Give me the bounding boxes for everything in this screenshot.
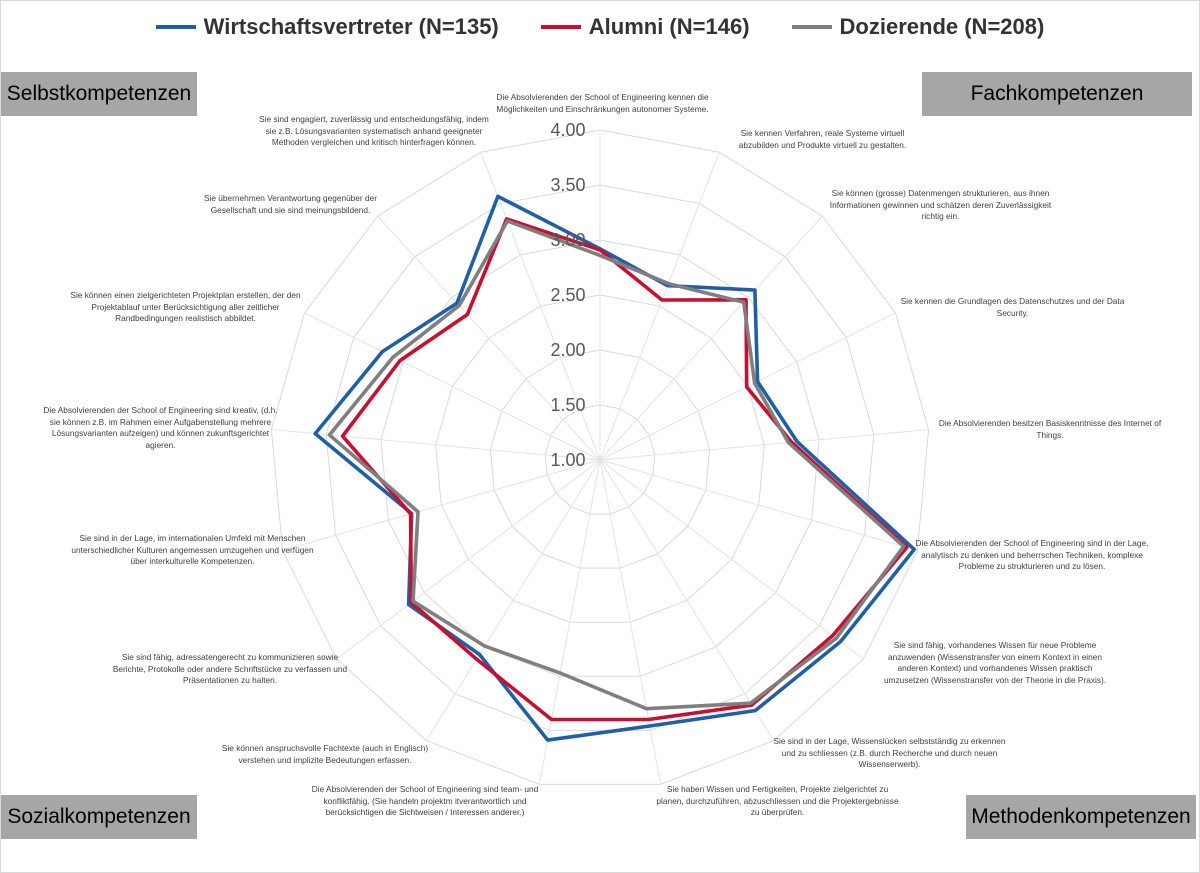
axis-label-10: Die Absolvierenden der School of Engineering sind team- und konfliktfähig. (Sie handeln projektm itverantwortlich und berücksichtigen die Sichtweisen / Interessen anderer.) [311, 784, 539, 817]
corner-label-methodenkompetenzen: Methodenkompetenzen [966, 795, 1196, 839]
r-tick-label: 3.00 [550, 230, 586, 250]
r-tick-label: 1.00 [550, 450, 586, 470]
r-tick-label: 4.00 [550, 120, 586, 140]
axis-label-8: Sie sind in der Lage, Wissenslücken selbstständig zu erkennen und zu schliessen (z.B. durch Recherche und durch neuen Wissenserwerb). [773, 736, 1006, 769]
axis-label-1: Die Absolvierenden der School of Engineering kennen die Möglichkeiten und Einschränkungen autonomer Systeme. [496, 92, 709, 114]
corner-label-selbstkompetenzen: Selbstkompetenzen [1, 72, 197, 116]
axis-label-7: Sie sind fähig, vorhandenes Wissen für neue Probleme anzuwenden (Wissenstransfer von einem Kontext in einen anderen Kontext) und vorhandenes Wissen praktisch umzusetzen (Wissenstransfer von der Theorie in die Praxis). [883, 640, 1107, 685]
series-line-1 [315, 196, 914, 740]
axis-spoke [600, 216, 822, 460]
legend-label-wirtschaft: Wirtschaftsvertreter (N=135) [203, 14, 499, 39]
axis-label-2: Sie kennen Verfahren, reale Systeme virtuell abzubilden und Produkte virtuell zu gestalten. [738, 128, 907, 150]
corner-label-sozialkompetenzen: Sozialkompetenzen [1, 795, 197, 839]
axis-label-14: Die Absolvierenden der School of Engineering sind kreativ, (d.h. sie können z.B. im Rahmen einer Aufgabenstellung mehrere Lösungsvarianten aufzeigen) und können zukunftsgerichtet agieren. [43, 405, 278, 450]
axis-spoke [600, 430, 929, 460]
r-tick-label: 3.50 [550, 175, 586, 195]
r-tick-label: 2.00 [550, 340, 586, 360]
r-tick-label: 1.50 [550, 395, 586, 415]
axis-spoke [337, 460, 600, 659]
axis-label-5: Die Absolvierenden besitzen Basiskenntnisse des Internet of Things. [938, 418, 1162, 440]
legend-label-alumni: Alumni (N=146) [588, 14, 750, 39]
axis-label-6: Die Absolvierenden der School of Engineering sind in der Lage, analytisch zu denken und beherrschen Techniken, komplexe Probleme zu strukturieren und zu lösen. [915, 538, 1149, 571]
axis-label-13: Sie sind in der Lage, im internationalen Umfeld mit Menschen unterschiedlicher Kulturen angemessen umzugehen und verfügen über interkulturelle Kompetenzen. [71, 533, 314, 566]
r-tick-label: 2.50 [550, 285, 586, 305]
axis-label-9: Sie haben Wissen und Fertigkeiten, Projekte zielgerichtet zu planen, durchzuführen, abzuschliessen und die Projektergebnisse zu überprüfen. [656, 784, 899, 817]
axis-spoke [600, 460, 863, 659]
axis-label-3: Sie können (grosse) Datenmengen strukturieren, aus ihnen Informationen gewinnen und schätzen deren Zuverlässigkeit richtig ein. [829, 188, 1052, 221]
axis-spoke [305, 313, 600, 460]
series-line-2 [343, 219, 907, 720]
axis-label-15: Sie können einen zielgerichteten Projektplan erstellen, der den Projektablauf unter Berücksichtigung aller zeitlicher Randbedingungen realistisch abbildet. [70, 290, 301, 323]
axis-label-4: Sie kennen die Grundlagen des Datenschutzes und der Data Security. [900, 296, 1125, 318]
axis-label-17: Sie sind engagiert, zuverlässig und entscheidungsfähig, indem sie z.B. Lösungsvarianten systematisch anhand geeigneter Methoden vergleichen und kritisch hinterfragen können. [259, 114, 489, 147]
axis-label-11: Sie können anspruchsvolle Fachtexte (auch in Englisch) verstehen und implizite Bedeutungen erfassen. [221, 743, 429, 765]
axis-label-16: Sie übernehmen Verantwortung gegenüber der Gesellschaft und sie sind meinungsbildend. [204, 193, 377, 215]
axis-spoke [600, 152, 719, 460]
axis-label-12: Sie sind fähig, adressatengerecht zu kommunizieren sowie Berichte, Protokolle oder andere Schriftstücke zu verfassen und Präsentationen zu halten. [112, 652, 348, 685]
corner-label-fachkompetenzen: Fachkompetenzen [922, 72, 1192, 116]
legend-label-dozierende: Dozierende (N=208) [839, 14, 1045, 39]
